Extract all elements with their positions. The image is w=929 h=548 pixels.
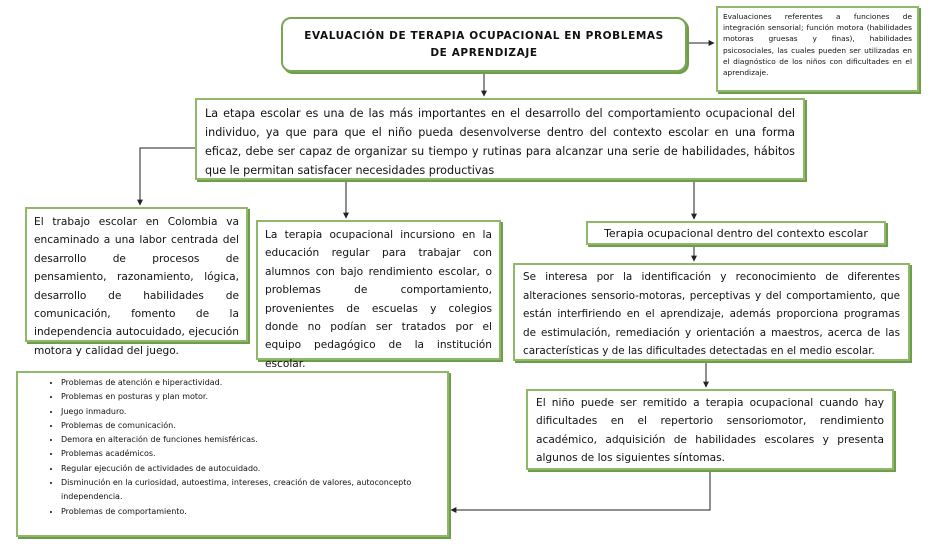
colombia-school-work-box xyxy=(25,207,248,357)
symptom-item: • Juego inmaduro. xyxy=(61,405,439,419)
ot-school-context-description-box xyxy=(513,263,910,361)
symptoms-list-box xyxy=(16,371,449,537)
symptom-item: • Problemas de comportamiento. xyxy=(61,505,439,519)
colombia-school-work-text: El trabajo escolar en Colombia va encaminado a una labor centrada del desarrollo de procesos de pensamiento, razonamiento, lógica, desarrollo de habilidades de comunicación, fomento de la independencia autocuidado, ejecución motora y calidad del juego. xyxy=(34,216,239,357)
symptom-item: • Problemas de atención e hiperactividad. xyxy=(61,376,439,390)
diagram-title xyxy=(281,17,687,72)
school-stage-intro-box xyxy=(195,98,805,180)
symptom-item: • Problemas académicos. xyxy=(61,447,439,461)
symptom-item: • Regular ejecución de actividades de autocuidado. xyxy=(61,462,439,476)
referral-criteria-box xyxy=(526,389,894,470)
arrow-intro-to-left xyxy=(140,148,195,205)
symptoms-list xyxy=(26,376,439,519)
evaluation-note-box xyxy=(716,6,919,92)
diagram-title-text: EVALUACIÓN DE TERAPIA OCUPACIONAL EN PROBLEMAS DE APRENDIZAJE xyxy=(304,29,664,59)
arrow-referral-to-symptoms xyxy=(451,470,710,510)
ot-school-context-description-text: Se interesa por la identificación y reconocimiento de diferentes alteraciones sensorio-motoras, perceptivas y del comportamiento, que están interfiriendo en el aprendizaje, además proporciona programas de estimulación, remediación y orientación a maestros, acerca de las características y de las dificultades detectadas en el medio escolar. xyxy=(523,271,900,358)
evaluation-note-text: Evaluaciones referentes a funciones de integración sensorial; función motora (habilidades motoras gruesas y finas), habilidades psicosociales, las cuales pueden ser utilizadas en el diagnóstico de los niños con dificultades en el aprendizaje. xyxy=(723,12,912,78)
symptom-item: • Problemas en posturas y plan motor. xyxy=(61,390,439,404)
symptom-item: • Problemas de comunicación. xyxy=(61,419,439,433)
referral-criteria-text: El niño puede ser remitido a terapia ocupacional cuando hay dificultades en el repertorio sensoriomotor, rendimiento académico, adquisición de habilidades escolares y presenta algunos de los siguientes síntomas. xyxy=(536,397,884,465)
ot-school-context-label-box xyxy=(586,221,886,245)
ot-in-regular-education-box xyxy=(256,220,501,370)
symptom-item: • Demora en alteración de funciones hemisféricas. xyxy=(61,433,439,447)
school-stage-intro-text: La etapa escolar es una de las más importantes en el desarrollo del comportamiento ocupacional del individuo, ya que para que el niño pueda desenvolverse dentro del contexto escolar en una forma eficaz, debe ser capaz de organizar su tiempo y rutinas para alcanzar una serie de habilidades, hábitos que le permitan satisfacer necesidades productivas xyxy=(205,107,795,177)
symptom-item: • Disminución en la curiosidad, autoestima, intereses, creación de valores, autoconcepto independencia. xyxy=(61,476,439,505)
ot-in-regular-education-text: La terapia ocupacional incursiono en la educación regular para trabajar con alumnos con bajo rendimiento escolar, o problemas de comportamiento, provenientes de escuelas y colegios donde no podían ser tratados por el equipo pedagógico de la institución escolar. xyxy=(265,229,492,370)
ot-school-context-label-text: Terapia ocupacional dentro del contexto escolar xyxy=(604,226,868,240)
